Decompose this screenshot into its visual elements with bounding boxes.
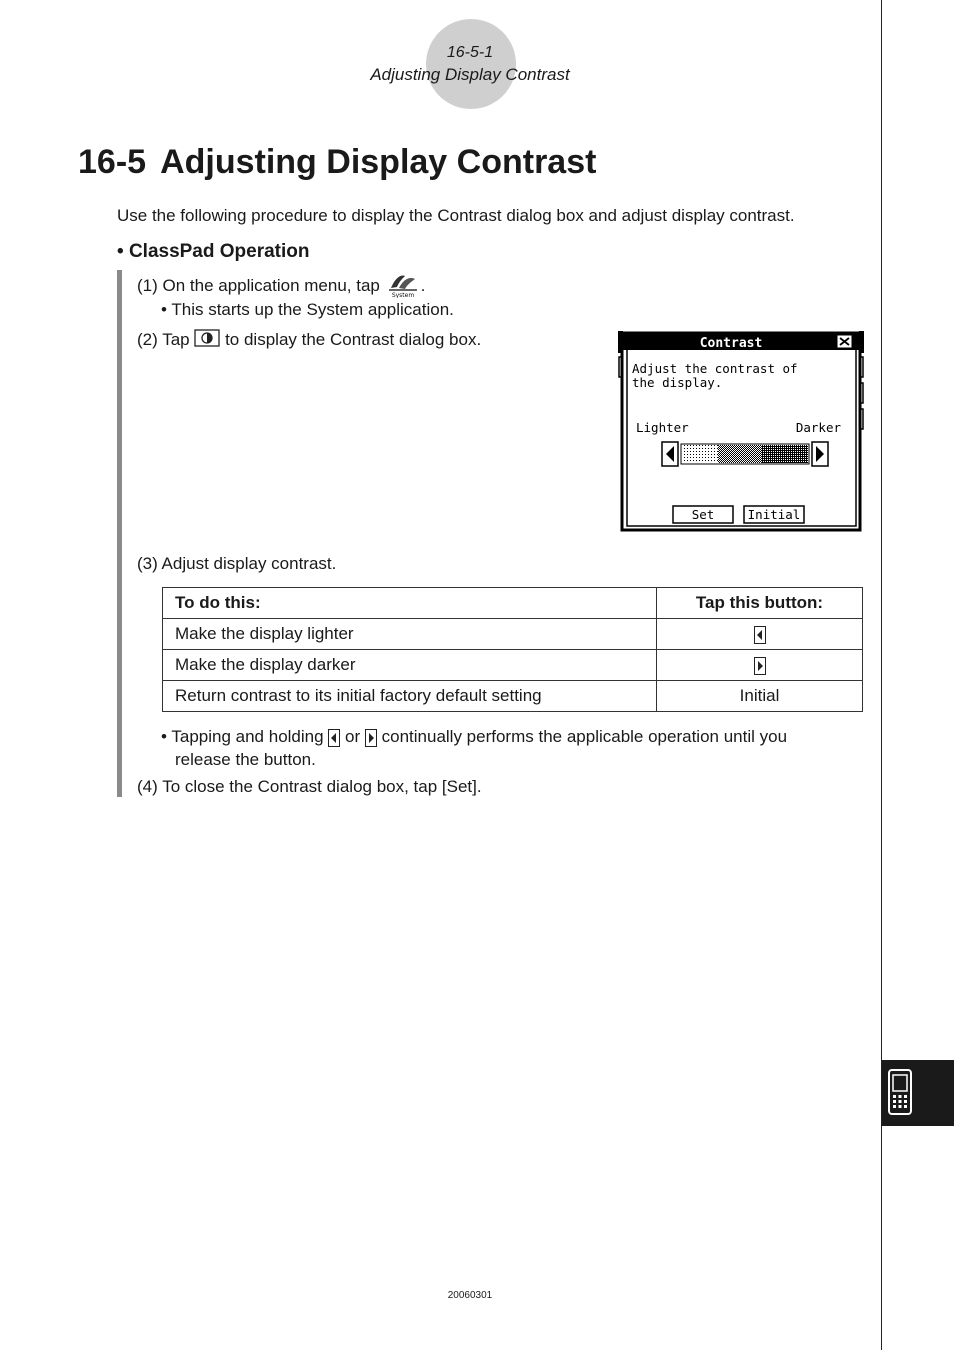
step-2-suffix: to display the Contrast dialog box.	[225, 329, 482, 349]
chapter-side-tab	[882, 1060, 954, 1126]
lighter-label: Lighter	[636, 420, 689, 435]
step-1-note	[161, 300, 454, 320]
table-cell-left-button	[657, 619, 863, 650]
intro-paragraph: Use the following procedure to display the Contrast dialog box and adjust display contrast.	[117, 206, 795, 225]
table-cell-lighter: Make the display lighter	[163, 619, 657, 650]
header-badge	[426, 19, 516, 109]
holding-note-part2: continually performs the applicable operation until you	[381, 727, 788, 746]
title-number: 16-5	[78, 143, 147, 181]
operation-heading	[117, 241, 310, 263]
darker-label: Darker	[795, 420, 841, 435]
table-cell-reset: Return contrast to its initial factory default setting	[163, 681, 657, 712]
footer-code: 20060301	[447, 1290, 493, 1301]
holding-note-part3: release the button.	[175, 750, 316, 769]
dialog-message-line1: Adjust the contrast of	[632, 361, 798, 376]
holding-note-part1: Tapping and holding	[171, 727, 324, 746]
dialog-title: Contrast	[699, 336, 763, 351]
table-row	[163, 681, 863, 712]
table-header-row	[163, 588, 863, 619]
set-button[interactable]: Set	[691, 507, 715, 522]
operations-table	[162, 587, 863, 712]
table-row	[163, 650, 863, 681]
left-arrow-icon	[754, 626, 766, 644]
operation-heading-text: ClassPad Operation	[128, 241, 310, 262]
right-arrow-icon	[754, 657, 766, 675]
step-4: (4) To close the Contrast dialog box, tap [Set].	[137, 777, 482, 796]
table-cell-initial: Initial	[657, 681, 863, 712]
holding-note	[161, 725, 851, 771]
contrast-icon	[194, 329, 220, 352]
step-1-note-text: This starts up the System application.	[171, 300, 454, 319]
margin-rule	[881, 0, 882, 1350]
step-3: (3) Adjust display contrast.	[137, 554, 337, 573]
table-header-button: Tap this button:	[657, 588, 863, 619]
table-cell-darker: Make the display darker	[163, 650, 657, 681]
initial-button[interactable]: Initial	[747, 507, 801, 522]
holding-note-or: or	[345, 727, 361, 746]
contrast-dialog-screenshot	[618, 331, 864, 532]
title-text: Adjusting Display Contrast	[160, 143, 597, 181]
right-arrow-icon	[365, 729, 377, 747]
table-row	[163, 619, 863, 650]
table-cell-right-button	[657, 650, 863, 681]
step-2	[137, 329, 481, 352]
calculator-icon	[886, 1068, 914, 1118]
procedure-bar	[117, 270, 122, 797]
left-arrow-icon	[328, 729, 340, 747]
bullet-icon: •	[161, 300, 172, 319]
step-1-suffix: .	[420, 275, 426, 295]
running-title: Adjusting Display Contrast	[370, 65, 570, 84]
section-number: 16-5-1	[446, 44, 494, 61]
page-title	[78, 143, 596, 182]
dialog-message-line2: the display.	[632, 375, 723, 390]
system-app-icon	[385, 270, 421, 303]
step-2-text: (2) Tap	[137, 329, 190, 349]
system-icon-label: System	[391, 292, 414, 298]
table-header-action: To do this:	[163, 588, 657, 619]
bullet-icon: •	[117, 241, 129, 262]
step-1	[137, 270, 425, 303]
bullet-icon: •	[161, 727, 172, 746]
step-1-text: (1) On the application menu, tap	[137, 275, 380, 295]
